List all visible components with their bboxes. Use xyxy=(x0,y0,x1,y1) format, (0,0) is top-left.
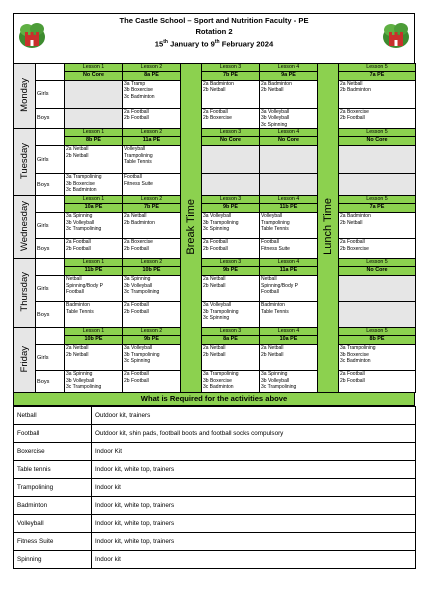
boys-row xyxy=(14,239,416,259)
girls-activity-cell: 3a Spinning 3b Volleyball 3c Trampolining xyxy=(123,276,181,302)
lesson-label: Lesson 1 xyxy=(65,259,123,267)
girls-activity-cell xyxy=(339,146,416,174)
day-name-cell xyxy=(14,196,36,259)
lesson-label: Lesson 4 xyxy=(260,129,318,137)
boys-activity-cell xyxy=(339,302,416,328)
lesson-label: Lesson 2 xyxy=(123,64,181,72)
lesson-label: Lesson 3 xyxy=(202,259,260,267)
girls-activity-cell: 3a Tramp 3b Boxercise 3c Badminton xyxy=(123,81,181,109)
class-group: 7a PE xyxy=(339,204,416,213)
group-row xyxy=(14,336,416,345)
lesson-label: Lesson 2 xyxy=(123,259,181,267)
boys-activity-cell xyxy=(65,109,123,129)
lesson-label: Lesson 5 xyxy=(339,259,416,267)
class-group: No Core xyxy=(65,72,123,81)
class-group: No Core xyxy=(202,137,260,146)
requirement-row xyxy=(14,461,416,479)
header-blank xyxy=(36,196,65,213)
class-group: 10b PE xyxy=(65,336,123,345)
girls-activity-cell: Volleyball Trampolining Table Tennis xyxy=(123,146,181,174)
header-blank xyxy=(36,64,65,81)
girls-activity-cell: 2a Badminton 2b Netball xyxy=(339,213,416,239)
class-group: 10a PE xyxy=(260,336,318,345)
girls-activity-cell: 3a Trampolining 3b Boxercise 3c Badminton xyxy=(339,345,416,371)
girls-activity-cell: 3a Volleyball 3b Trampolining 3c Spinning xyxy=(123,345,181,371)
activity-kit: Indoor kit xyxy=(92,479,416,497)
girls-row xyxy=(14,345,416,371)
lesson-label: Lesson 5 xyxy=(339,196,416,204)
lesson-label: Lesson 1 xyxy=(65,328,123,336)
girls-activity-cell: 2a Netball 2b Badminton xyxy=(339,81,416,109)
boys-activity-cell: Badminton Table Tennis xyxy=(260,302,318,328)
day-name: Thursday xyxy=(19,272,30,312)
boys-activity-cell: 2a Football 2b Football xyxy=(202,239,260,259)
lesson-header-row xyxy=(14,129,416,137)
school-crest-icon xyxy=(380,17,412,51)
boys-label: Boys xyxy=(36,302,65,328)
girls-activity-cell: 2a Netball 2b Netball xyxy=(65,345,123,371)
lesson-label: Lesson 1 xyxy=(65,129,123,137)
class-group: 8a PE xyxy=(123,72,181,81)
activity-name: Badminton xyxy=(14,497,92,515)
lesson-label: Lesson 5 xyxy=(339,64,416,72)
lesson-label: Lesson 4 xyxy=(260,64,318,72)
class-group: No Core xyxy=(339,137,416,146)
activity-name: Netball xyxy=(14,407,92,425)
requirements-heading: What is Required for the activities above xyxy=(13,393,415,406)
day-name: Monday xyxy=(19,78,30,112)
boys-activity-cell xyxy=(202,174,260,196)
lesson-label: Lesson 3 xyxy=(202,129,260,137)
boys-row xyxy=(14,371,416,393)
activity-name: Trampolining xyxy=(14,479,92,497)
class-group: 11b PE xyxy=(260,204,318,213)
lesson-label: Lesson 2 xyxy=(123,129,181,137)
class-group: 8b PE xyxy=(339,336,416,345)
girls-activity-cell: 2a Netball 2b Netball xyxy=(202,276,260,302)
class-group: No Core xyxy=(260,137,318,146)
requirement-row xyxy=(14,443,416,461)
class-group: 9b PE xyxy=(202,204,260,213)
class-group: 11a PE xyxy=(123,137,181,146)
lesson-label: Lesson 5 xyxy=(339,129,416,137)
lesson-label: Lesson 3 xyxy=(202,64,260,72)
lesson-label: Lesson 4 xyxy=(260,196,318,204)
girls-activity-cell: Volleyball Trampolining Table Tennis xyxy=(260,213,318,239)
lesson-label: Lesson 1 xyxy=(65,64,123,72)
class-group: 11b PE xyxy=(65,267,123,276)
lesson-header-row xyxy=(14,328,416,336)
girls-label: Girls xyxy=(36,81,65,109)
boys-activity-cell xyxy=(339,174,416,196)
school-title: The Castle School – Sport and Nutrition Faculty - PE xyxy=(119,16,309,25)
rotation-title: Rotation 2 xyxy=(195,26,233,36)
activity-kit: Indoor Kit xyxy=(92,443,416,461)
boys-activity-cell: 2a Boxercise 2b Football xyxy=(339,109,416,129)
activity-kit: Indoor kit, white top, trainers xyxy=(92,461,416,479)
girls-row xyxy=(14,276,416,302)
girls-activity-cell: 2a Badminton 2b Netball xyxy=(260,81,318,109)
lesson-label: Lesson 4 xyxy=(260,328,318,336)
boys-activity-cell: Football Fitness Suite xyxy=(123,174,181,196)
day-name: Tuesday xyxy=(19,142,30,180)
requirement-row xyxy=(14,425,416,443)
girls-label: Girls xyxy=(36,276,65,302)
lesson-header-row xyxy=(14,196,416,204)
lesson-label: Lesson 2 xyxy=(123,328,181,336)
header-blank xyxy=(36,328,65,345)
girls-activity-cell: Netball Spinning/Body P Football xyxy=(65,276,123,302)
boys-activity-cell: 3a Volleyball 3b Volleyball 3c Spinning xyxy=(260,109,318,129)
boys-activity-cell: 2a Football 2b Football xyxy=(123,302,181,328)
girls-activity-cell xyxy=(65,81,123,109)
girls-activity-cell xyxy=(339,276,416,302)
girls-activity-cell: 2a Netball 2b Netball xyxy=(202,345,260,371)
requirement-row xyxy=(14,497,416,515)
activity-name: Boxercise xyxy=(14,443,92,461)
girls-activity-cell: 2a Badminton 2b Netball xyxy=(202,81,260,109)
boys-activity-cell: Football Fitness Suite xyxy=(260,239,318,259)
girls-activity-cell: 3a Volleyball 3b Trampolining 3c Spinning xyxy=(202,213,260,239)
activity-kit: Outdoor kit, trainers xyxy=(92,407,416,425)
lunch-time-column xyxy=(318,64,339,393)
lesson-label: Lesson 5 xyxy=(339,328,416,336)
requirement-row xyxy=(14,551,416,569)
day-name: Friday xyxy=(19,345,30,373)
class-group: 8a PE xyxy=(202,336,260,345)
class-group: No Core xyxy=(339,267,416,276)
girls-activity-cell xyxy=(202,146,260,174)
timetable-grid xyxy=(13,63,416,393)
activity-kit: Indoor kit, white top, trainers xyxy=(92,533,416,551)
boys-activity-cell: 3a Trampolining 3b Boxercise 3c Badminton xyxy=(65,174,123,196)
class-group: 10b PE xyxy=(123,267,181,276)
girls-activity-cell: 2a Netball 2b Badminton xyxy=(123,213,181,239)
class-group: 7a PE xyxy=(339,72,416,81)
group-row xyxy=(14,267,416,276)
header-blank xyxy=(36,259,65,276)
boys-row xyxy=(14,174,416,196)
boys-activity-cell: 2a Football 2b Football xyxy=(123,371,181,393)
lesson-label: Lesson 3 xyxy=(202,196,260,204)
boys-activity-cell: 2a Football 2b Football xyxy=(65,239,123,259)
boys-activity-cell: 2a Football 2b Boxercise xyxy=(339,239,416,259)
day-name-cell xyxy=(14,64,36,129)
lesson-header-row xyxy=(14,64,416,72)
girls-label: Girls xyxy=(36,213,65,239)
group-row xyxy=(14,137,416,146)
class-group: 7b PE xyxy=(123,204,181,213)
group-row xyxy=(14,204,416,213)
boys-activity-cell: 2a Football 2b Football xyxy=(339,371,416,393)
boys-activity-cell: 3a Volleyball 3b Trampolining 3c Spinning xyxy=(202,302,260,328)
boys-label: Boys xyxy=(36,371,65,393)
day-name-cell xyxy=(14,328,36,393)
lesson-label: Lesson 2 xyxy=(123,196,181,204)
girls-label: Girls xyxy=(36,345,65,371)
class-group: 9b PE xyxy=(202,267,260,276)
day-name: Wednesday xyxy=(19,201,30,252)
lesson-header-row xyxy=(14,259,416,267)
date-range: 15th January to 9th February 2024 xyxy=(154,39,274,49)
girls-activity-cell: Netball Spinning/Body P Football xyxy=(260,276,318,302)
boys-activity-cell: 3a Trampolining 3b Boxercise 3c Badminton xyxy=(202,371,260,393)
requirement-row xyxy=(14,407,416,425)
day-name-cell xyxy=(14,259,36,328)
boys-label: Boys xyxy=(36,109,65,129)
lesson-label: Lesson 1 xyxy=(65,196,123,204)
document-header xyxy=(13,13,415,63)
boys-label: Boys xyxy=(36,239,65,259)
class-group: 9b PE xyxy=(123,336,181,345)
lesson-label: Lesson 4 xyxy=(260,259,318,267)
header-blank xyxy=(36,129,65,146)
class-group: 7b PE xyxy=(202,72,260,81)
boys-activity-cell: 3a Spinning 3b Volleyball 3c Trampolining xyxy=(260,371,318,393)
timetable-document xyxy=(13,13,415,569)
activity-name: Volleyball xyxy=(14,515,92,533)
activity-name: Spinning xyxy=(14,551,92,569)
boys-activity-cell: 2a Football 2b Boxercise xyxy=(202,109,260,129)
girls-row xyxy=(14,81,416,109)
boys-activity-cell: 2a Boxercise 2b Football xyxy=(123,239,181,259)
day-name-cell xyxy=(14,129,36,196)
activity-kit: Indoor kit xyxy=(92,551,416,569)
requirement-row xyxy=(14,533,416,551)
girls-activity-cell xyxy=(260,146,318,174)
activity-kit: Indoor kit, white top, trainers xyxy=(92,515,416,533)
boys-label: Boys xyxy=(36,174,65,196)
boys-row xyxy=(14,302,416,328)
activity-kit: Outdoor kit, shin pads, football boots and football socks compulsory xyxy=(92,425,416,443)
lesson-label: Lesson 3 xyxy=(202,328,260,336)
requirement-row xyxy=(14,515,416,533)
requirements-table xyxy=(13,406,416,569)
class-group: 11a PE xyxy=(260,267,318,276)
girls-row xyxy=(14,213,416,239)
girls-activity-cell: 3a Spinning 3b Volleyball 3c Trampolining xyxy=(65,213,123,239)
girls-activity-cell: 2a Netball 2b Netball xyxy=(65,146,123,174)
class-group: 9a PE xyxy=(260,72,318,81)
break-time-label: Break Time xyxy=(185,199,197,255)
boys-row xyxy=(14,109,416,129)
class-group: 8b PE xyxy=(65,137,123,146)
class-group: 10a PE xyxy=(65,204,123,213)
girls-label: Girls xyxy=(36,146,65,174)
requirement-row xyxy=(14,479,416,497)
activity-name: Fitness Suite xyxy=(14,533,92,551)
boys-activity-cell xyxy=(260,174,318,196)
school-crest-icon xyxy=(16,17,48,51)
activity-name: Table tennis xyxy=(14,461,92,479)
activity-kit: Indoor kit, white top, trainers xyxy=(92,497,416,515)
lunch-time-label: Lunch Time xyxy=(322,198,334,256)
group-row xyxy=(14,72,416,81)
activity-name: Football xyxy=(14,425,92,443)
girls-row xyxy=(14,146,416,174)
boys-activity-cell: Badminton Table Tennis xyxy=(65,302,123,328)
boys-activity-cell: 2a Football 2b Football xyxy=(123,109,181,129)
break-time-column xyxy=(181,64,202,393)
boys-activity-cell: 3a Spinning 3b Volleyball 3c Trampolining xyxy=(65,371,123,393)
girls-activity-cell: 2a Netball 2b Netball xyxy=(260,345,318,371)
